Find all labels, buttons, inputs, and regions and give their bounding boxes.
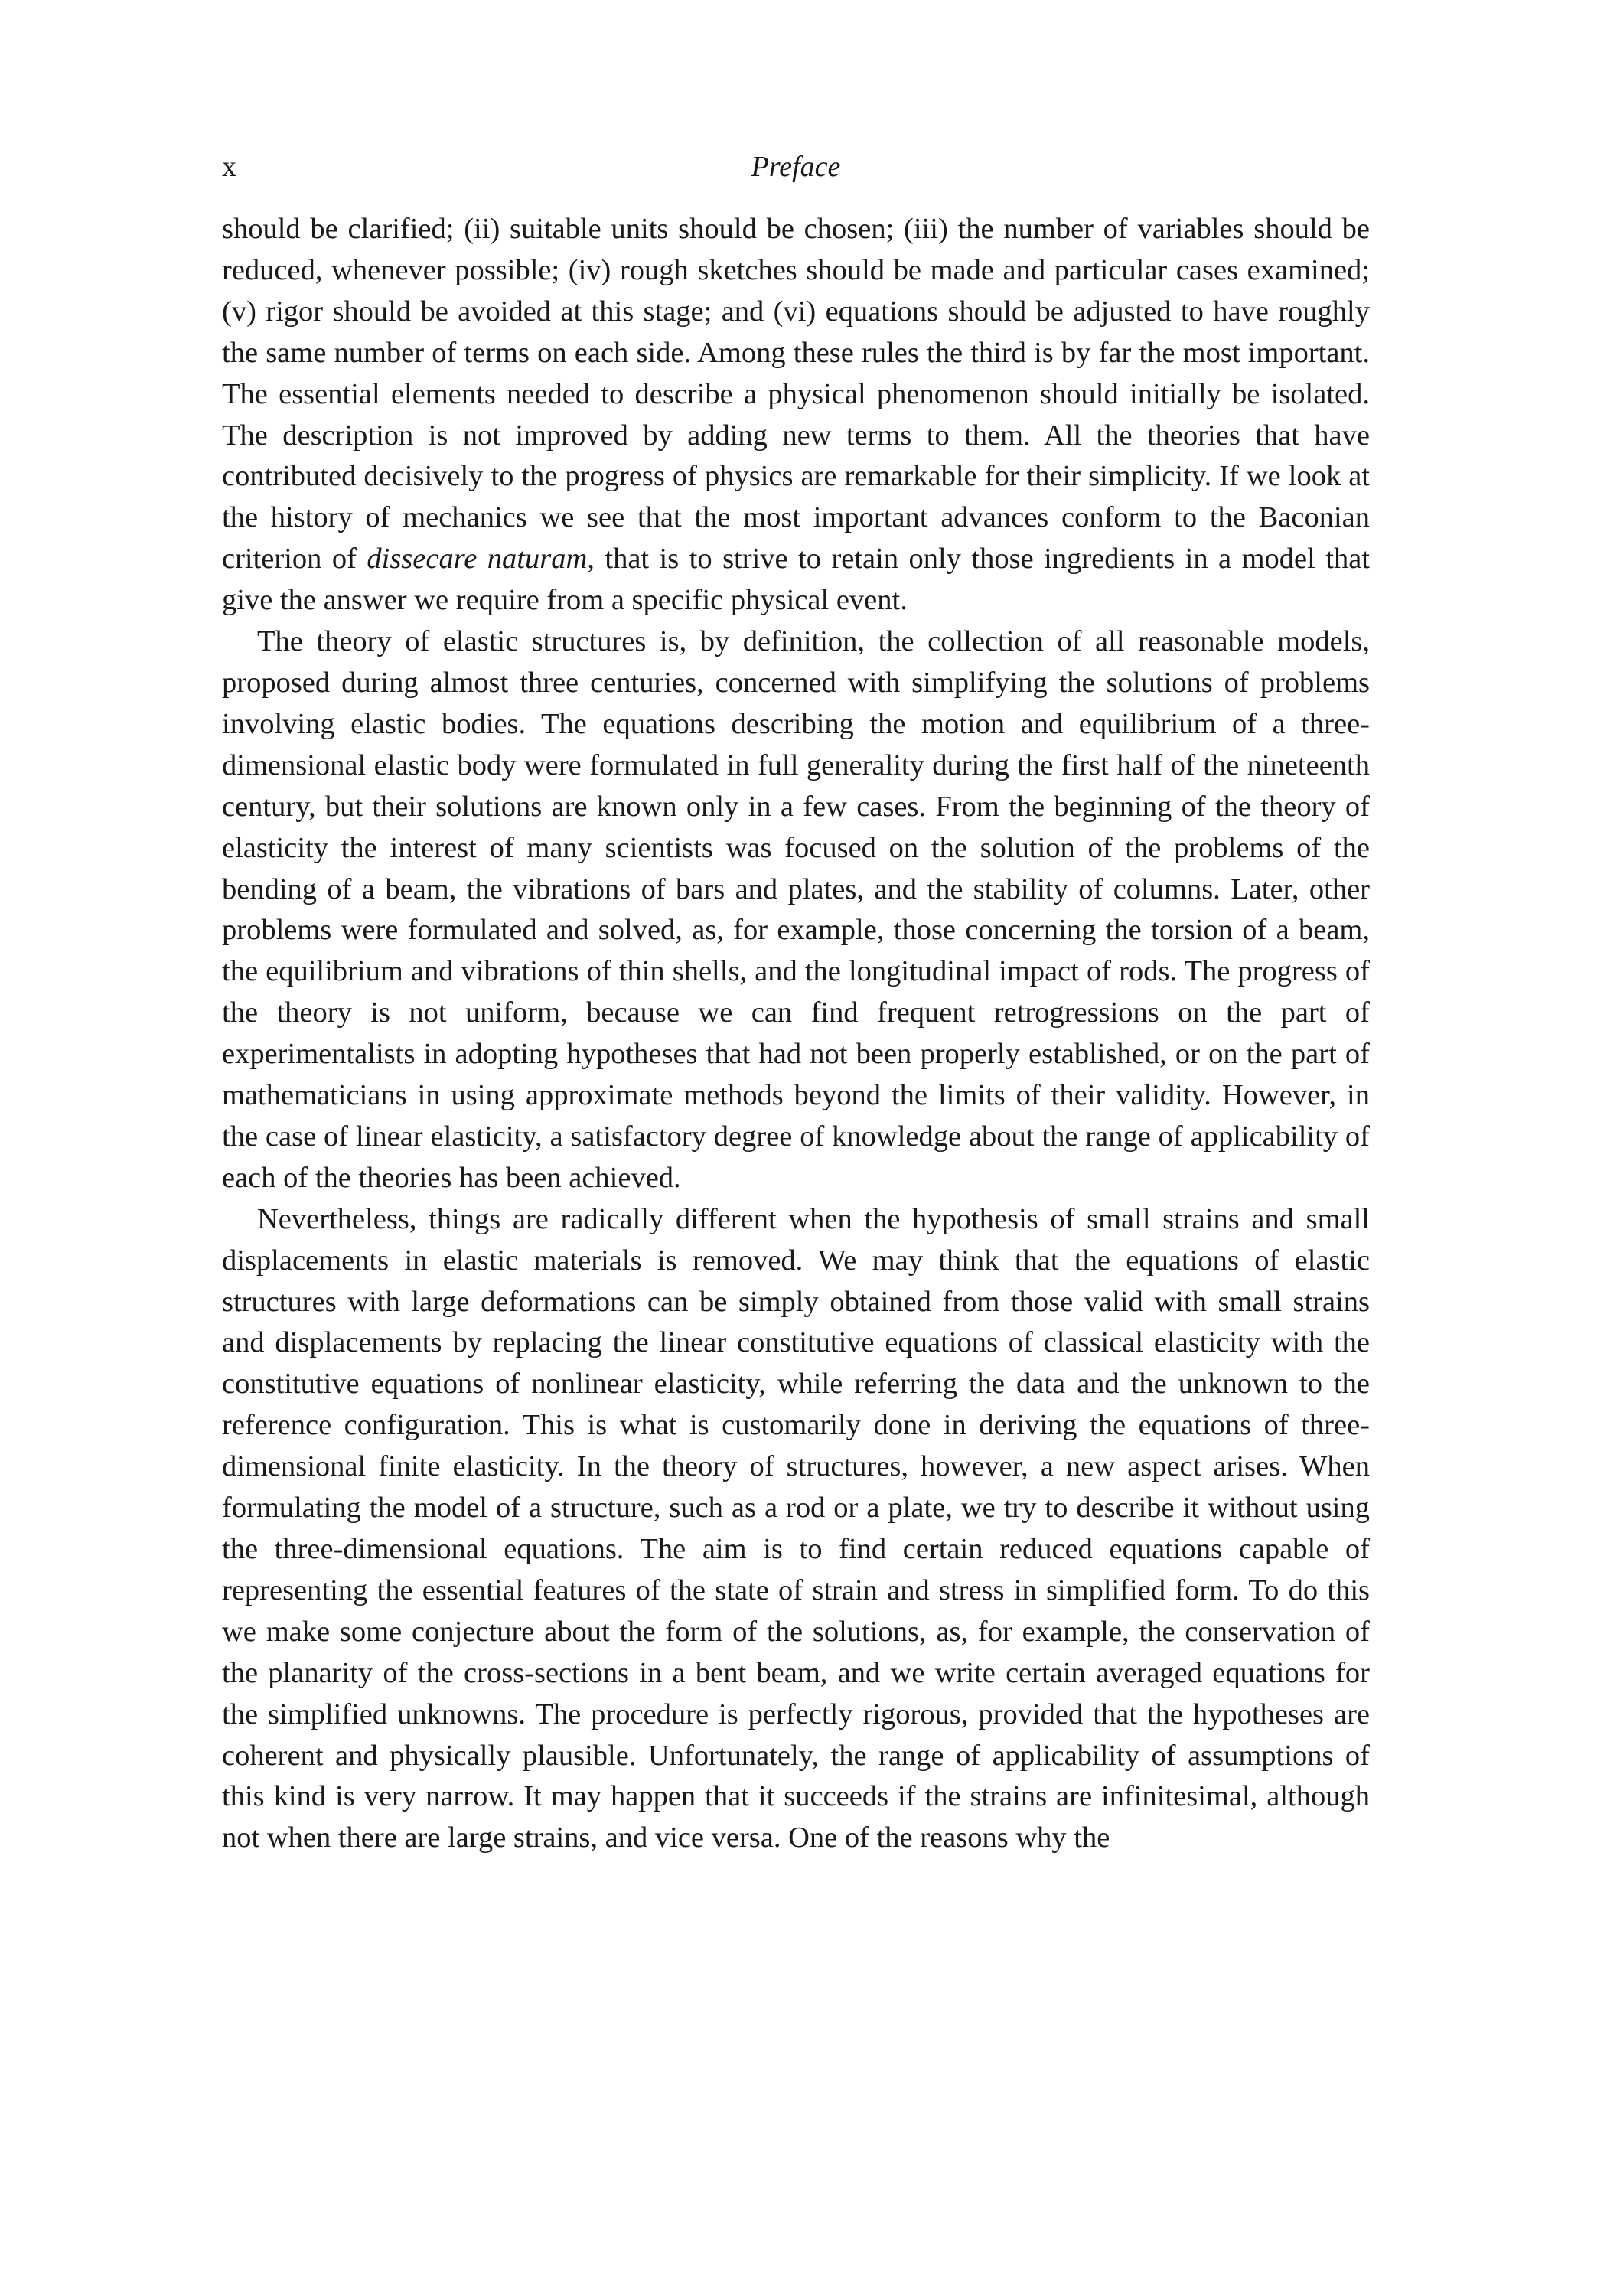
page-number: x — [222, 151, 236, 183]
running-title: Preface — [751, 151, 841, 183]
paragraph-large-deformations: Nevertheless, things are radically different when the hypothesis of small strains and small displacements in elastic materials is removed. We may think that the equations of elastic structures with large deformations can be simply obtained from those valid with small strains and displacements by replacing the linear constitutive equations of classical elasticity with the constitutive equations of nonlinear elasticity, while referring the data and the unknown to the reference configuration. This is what is customarily done in deriving the equations of three-dimensional finite elasticity. In the theory of structures, however, a new aspect arises. When formulating the model of a structure, such as a rod or a plate, we try to describe it without using the three-dimensional equations. The aim is to find certain reduced equations capable of representing the essential features of the state of strain and stress in simplified form. To do this we make some conjecture about the form of the solutions, as, for example, the conservation of the planarity of the cross-sections in a bent beam, and we write certain averaged equations for the simplified unknowns. The procedure is perfectly rigorous, provided that the hypotheses are coherent and physically plausible. Unfortunately, the range of applicability of assumptions of this kind is very narrow. It may happen that it succeeds if the strains are infinitesimal, although not when there are large strains, and vice versa. One of the reasons why the — [222, 1202, 1370, 1854]
paragraph-continued — [222, 209, 1370, 621]
paragraph-text: should be clarified; (ii) suitable units should be chosen; (iii) the number of variables should be reduced, whenever possible; (iv) rough sketches should be made and particular cases examined; (v) rigor should be avoided at this stage; and (vi) equations should be adjusted to have roughly the same number of terms on each side. Among these rules the third is by far the most important. The essential elements needed to describe a physical phenomenon should initially be isolated. The description is not improved by adding new terms to them. All the theories that have contributed decisively to the progress of physics are remarkable for their simplicity. If we look at the history of mechanics we see that the most important advances conform to the Baconian criterion of — [222, 213, 1370, 576]
body-text — [222, 209, 1370, 1859]
paragraph-elastic-structures: The theory of elastic structures is, by definition, the collection of all reasonable models, proposed during almost three centuries, concerned with simplifying the solutions of problems involving elastic bodies. The equations describing the motion and equilibrium of a three-dimensional elastic body were formulated in full generality during the first half of the nineteenth century, but their solutions are known only in a few cases. From the beginning of the theory of elasticity the interest of many scientists was focused on the solution of the problems of the bending of a beam, the vibrations of bars and plates, and the stability of columns. Later, other problems were formulated and solved, as, for example, those concerning the torsion of a beam, the equilibrium and vibrations of thin shells, and the longitudinal impact of rods. The progress of the theory is not uniform, because we can find frequent retrogressions on the part of experimentalists in adopting hypotheses that had not been properly established, or on the part of mathematicians in using approximate methods beyond the limits of their validity. However, in the case of linear elasticity, a satisfactory degree of knowledge about the range of applicability of each of the theories has been achieved. — [222, 625, 1370, 1194]
running-head — [222, 144, 1370, 190]
paragraph-text: , that is to strive to retain only those ingredients in a model that give the answer we require from a specific physical event. — [222, 543, 1370, 617]
latin-phrase: dissecare naturam — [367, 543, 588, 576]
